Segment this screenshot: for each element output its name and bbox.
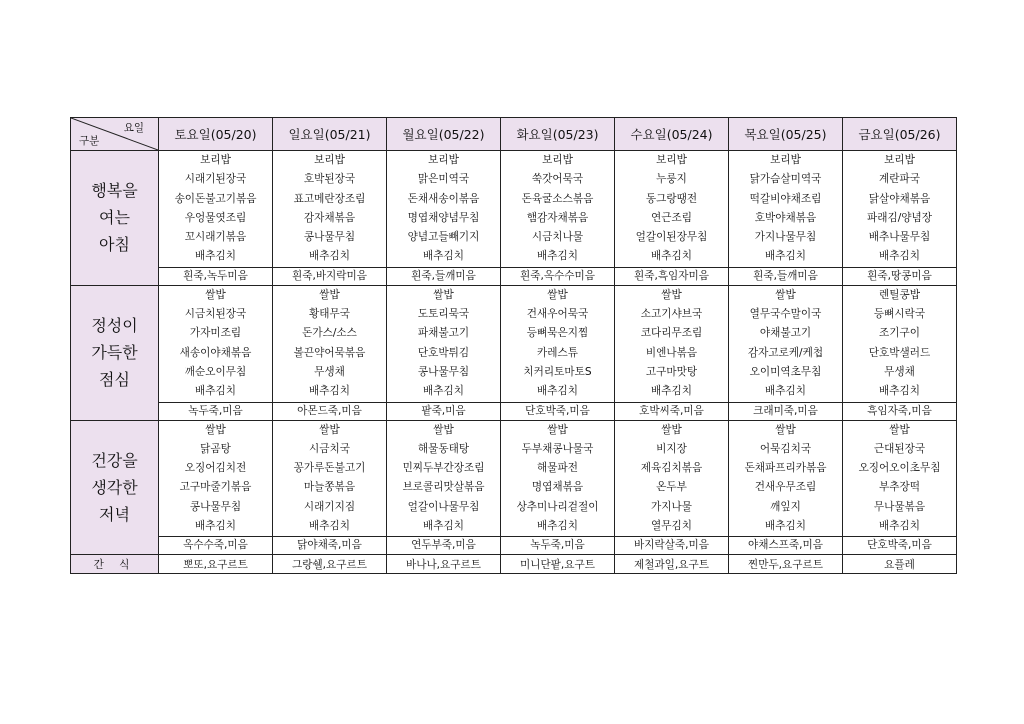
menu-item: 배추김치: [309, 520, 350, 533]
menu-item: 쌀밥: [205, 423, 226, 436]
menu-item: 닭살야채볶음: [868, 192, 931, 205]
menu-item: 우엉물엿조림: [184, 211, 247, 224]
porridge-cell: 흰죽,녹두미음: [159, 267, 273, 285]
menu-item: 고구마맛탕: [645, 365, 698, 378]
menu-cell: [159, 285, 273, 402]
menu-item: 해물파전: [537, 462, 578, 475]
snack-cell: 바나나,요구르트: [387, 555, 501, 574]
menu-item: 쌀밥: [547, 423, 568, 436]
menu-item: 어묵김치국: [759, 442, 812, 455]
meal-label-line: 점심: [99, 370, 130, 390]
menu-item: 부추장떡: [879, 481, 920, 494]
menu-item: 깨잎지: [770, 500, 801, 513]
porridge-cell: 야채스프죽,미음: [729, 537, 843, 555]
menu-item: 양념고들빼기지: [407, 231, 480, 244]
snack-cell: 제철과일,요구트: [615, 555, 729, 574]
breakfast-row: [71, 151, 957, 268]
porridge-cell: 크래미죽,미음: [729, 402, 843, 420]
menu-item: 쌀밥: [433, 288, 454, 301]
menu-item: 쌀밥: [319, 423, 340, 436]
menu-item: 배추김치: [765, 520, 806, 533]
day-header: 월요일(05/22): [387, 118, 501, 151]
dinner-row: [71, 420, 957, 537]
snack-cell: 미니단팥,요구트: [501, 555, 615, 574]
menu-item: 황태무국: [309, 308, 350, 321]
breakfast-porridge-row: [71, 267, 957, 285]
menu-item: 얼갈이나물무침: [407, 500, 480, 513]
menu-item: 등뼈묵은지찜: [526, 327, 589, 340]
menu-cell: [615, 420, 729, 537]
menu-item: 배추김치: [879, 250, 920, 263]
menu-item: 비지장: [656, 442, 687, 455]
menu-item: 쑥갓어묵국: [531, 173, 584, 186]
menu-item: 시금치나물: [531, 231, 584, 244]
corner-day-label: 요일: [123, 122, 144, 134]
menu-item: 카레스튜: [537, 346, 578, 359]
dinner-label: [71, 420, 159, 555]
porridge-cell: 흰죽,들깨미음: [387, 267, 501, 285]
menu-item: 쌀밥: [205, 288, 226, 301]
menu-item: 열무김치: [651, 520, 692, 533]
menu-item: 무생채: [884, 365, 915, 378]
menu-item: 도토리묵국: [417, 308, 470, 321]
menu-item: 보리밥: [428, 154, 459, 166]
menu-item: 가지나물: [651, 500, 692, 513]
snack-row: [71, 555, 957, 574]
menu-item: 시래기지짐: [303, 500, 356, 513]
menu-item: 배추나물무침: [868, 231, 931, 244]
day-header: 금요일(05/26): [843, 118, 957, 151]
menu-item: 보리밥: [884, 154, 915, 166]
menu-item: 열무국수말이국: [749, 308, 822, 321]
menu-item: 배추김치: [195, 385, 236, 398]
porridge-cell: 단호박죽,미음: [843, 537, 957, 555]
menu-item: 송이돈불고기볶음: [174, 192, 257, 205]
menu-item: 오이미역초무침: [749, 365, 822, 378]
menu-item: 쌀밥: [889, 423, 910, 436]
porridge-cell: 옥수수죽,미음: [159, 537, 273, 555]
menu-item: 보리밥: [542, 154, 573, 166]
menu-cell: [729, 285, 843, 402]
menu-item: 근대된장국: [873, 442, 926, 455]
meal-label-line: 저녁: [99, 504, 130, 524]
menu-item: 감자고로케/케첩: [747, 346, 824, 359]
menu-item: 배추김치: [423, 520, 464, 533]
menu-item: 마늘쫑볶음: [303, 481, 356, 494]
menu-item: 돈육굴소스볶음: [521, 192, 594, 205]
porridge-cell: 흰죽,바지락미음: [273, 267, 387, 285]
menu-item: 소고기샤브국: [640, 308, 703, 321]
dinner-porridge-row: [71, 537, 957, 555]
menu-item: 배추김치: [537, 385, 578, 398]
corner-cell: [71, 118, 159, 151]
menu-item: 깨순오이무침: [184, 365, 247, 378]
menu-item: 건새우무조림: [754, 481, 817, 494]
menu-cell: [387, 420, 501, 537]
day-header: 수요일(05/24): [615, 118, 729, 151]
porridge-cell: 바지락살죽,미음: [615, 537, 729, 555]
meal-label-line: 생각한: [91, 477, 138, 497]
menu-item: 콩나물무침: [189, 500, 242, 513]
corner-category-label: 구분: [79, 135, 100, 147]
menu-item: 배추김치: [537, 520, 578, 533]
menu-item: 야채불고기: [759, 327, 812, 340]
porridge-cell: 팥죽,미음: [387, 402, 501, 420]
meal-label-line: 건강을: [91, 450, 138, 470]
porridge-cell: 흰죽,들깨미음: [729, 267, 843, 285]
menu-item: 돈채파프리카볶음: [744, 462, 827, 475]
menu-item: 쌀밥: [775, 423, 796, 436]
menu-item: 보리밥: [200, 154, 231, 166]
day-header: 토요일(05/20): [159, 118, 273, 151]
porridge-cell: 호박씨죽,미음: [615, 402, 729, 420]
menu-item: 떡갈비야채조림: [749, 192, 822, 205]
menu-item: 배추김치: [765, 385, 806, 398]
menu-item: 연근조림: [651, 211, 692, 224]
menu-item: 배추김치: [195, 520, 236, 533]
menu-item: 브로콜리맛살볶음: [402, 481, 485, 494]
porridge-cell: 녹두죽,미음: [159, 402, 273, 420]
menu-item: 닭곰탕: [200, 442, 231, 455]
menu-item: 돈가스/소스: [302, 327, 357, 340]
menu-cell: [159, 420, 273, 537]
menu-item: 맑은미역국: [417, 173, 470, 186]
menu-item: 배추김치: [537, 250, 578, 263]
menu-item: 햄감자채볶음: [526, 211, 589, 224]
menu-item: 쌀밥: [547, 288, 568, 301]
porridge-cell: 흑임자죽,미음: [843, 402, 957, 420]
menu-item: 닭가슴살미역국: [749, 173, 822, 186]
menu-item: 누룽지: [656, 173, 687, 186]
porridge-cell: 닭야채죽,미음: [273, 537, 387, 555]
menu-item: 배추김치: [423, 250, 464, 263]
menu-item: 무나물볶음: [873, 500, 926, 513]
menu-cell: [387, 151, 501, 268]
menu-item: 건새우어묵국: [526, 308, 589, 321]
menu-cell: [501, 420, 615, 537]
lunch-row: [71, 285, 957, 402]
menu-item: 오징어오이초무침: [858, 462, 941, 475]
menu-item: 꽁가루돈불고기: [293, 462, 366, 475]
menu-item: 해물동태탕: [417, 442, 470, 455]
menu-item: 콩나물무침: [303, 231, 356, 244]
menu-cell: [615, 285, 729, 402]
menu-item: 감자채볶음: [303, 211, 356, 224]
menu-item: 가자미조림: [189, 327, 242, 340]
menu-item: 온두부: [656, 481, 687, 494]
menu-item: 단호박샐러드: [868, 346, 931, 359]
menu-item: 파채불고기: [417, 327, 470, 340]
menu-item: 보리밥: [656, 154, 687, 166]
menu-item: 두부채콩나물국: [521, 442, 594, 455]
meal-label-line: 행복을: [91, 181, 138, 201]
menu-item: 가지나물무침: [754, 231, 817, 244]
menu-cell: [501, 151, 615, 268]
menu-item: 얼갈이된장무침: [635, 231, 708, 244]
day-header: 화요일(05/23): [501, 118, 615, 151]
header-row: [71, 118, 957, 151]
menu-item: 배추김치: [423, 385, 464, 398]
menu-item: 고구마줄기볶음: [179, 481, 252, 494]
menu-item: 보리밥: [314, 154, 345, 166]
menu-item: 콩나물무침: [417, 365, 470, 378]
breakfast-label: [71, 151, 159, 286]
menu-item: 무생채: [314, 365, 345, 378]
meal-label-line: 아침: [99, 235, 130, 255]
menu-item: 배추김치: [309, 250, 350, 263]
weekly-menu-table: [70, 117, 957, 574]
menu-item: 쌀밥: [661, 288, 682, 301]
porridge-cell: 흰죽,옥수수미음: [501, 267, 615, 285]
snack-cell: 그랑쉘,요구르트: [273, 555, 387, 574]
menu-cell: [843, 285, 957, 402]
menu-cell: [273, 285, 387, 402]
menu-cell: [273, 151, 387, 268]
menu-item: 등뼈시락국: [873, 308, 926, 321]
menu-cell: [843, 151, 957, 268]
snack-cell: 뽀또,요구르트: [159, 555, 273, 574]
menu-item: 배추김치: [309, 385, 350, 398]
porridge-cell: 연두부죽,미음: [387, 537, 501, 555]
menu-item: 쌀밥: [319, 288, 340, 301]
menu-cell: [729, 151, 843, 268]
snack-cell: 요플레: [843, 555, 957, 574]
menu-item: 돈채새송이볶음: [407, 192, 480, 205]
menu-item: 표고메란장조림: [293, 192, 366, 205]
menu-item: 호박된장국: [303, 173, 356, 186]
menu-item: 배추김치: [651, 250, 692, 263]
menu-item: 파래김/양념장: [867, 211, 932, 224]
menu-item: 배추김치: [879, 385, 920, 398]
meal-label-line: 가득한: [91, 343, 138, 363]
day-header: 일요일(05/21): [273, 118, 387, 151]
menu-item: 치커리토마토S: [523, 365, 592, 378]
menu-item: 상추미나리겉절이: [516, 500, 599, 513]
menu-item: 쌀밥: [775, 288, 796, 301]
menu-item: 배추김치: [651, 385, 692, 398]
lunch-porridge-row: [71, 402, 957, 420]
meal-label-line: 여는: [99, 208, 130, 228]
menu-item: 새송이야채볶음: [179, 346, 252, 359]
menu-item: 민찌두부간장조림: [402, 462, 485, 475]
menu-item: 시금치된장국: [184, 308, 247, 321]
lunch-label: [71, 285, 159, 420]
menu-item: 볼끈약어묵볶음: [293, 346, 366, 359]
menu-item: 명엽채양념무침: [407, 211, 480, 224]
menu-item: 배추김치: [879, 520, 920, 533]
menu-item: 명엽채볶음: [531, 481, 584, 494]
porridge-cell: 흰죽,땅콩미음: [843, 267, 957, 285]
porridge-cell: 단호박죽,미음: [501, 402, 615, 420]
menu-item: 배추김치: [195, 250, 236, 263]
menu-cell: [273, 420, 387, 537]
menu-item: 쌀밥: [661, 423, 682, 436]
porridge-cell: 아몬드죽,미음: [273, 402, 387, 420]
menu-item: 동그랑땡전: [645, 192, 698, 205]
menu-cell: [159, 151, 273, 268]
menu-item: 비엔나볶음: [645, 346, 698, 359]
menu-item: 오징어김치전: [184, 462, 247, 475]
menu-item: 보리밥: [770, 154, 801, 166]
porridge-cell: 녹두죽,미음: [501, 537, 615, 555]
menu-item: 조기구이: [879, 327, 920, 340]
menu-item: 호박야채볶음: [754, 211, 817, 224]
menu-cell: [387, 285, 501, 402]
menu-cell: [615, 151, 729, 268]
menu-item: 계란파국: [879, 173, 920, 186]
menu-item: 꼬시래기볶음: [184, 231, 247, 244]
snack-cell: 찐만두,요구르트: [729, 555, 843, 574]
menu-cell: [729, 420, 843, 537]
meal-label-line: 정성이: [91, 316, 138, 336]
menu-item: 코다리무조림: [640, 327, 703, 340]
porridge-cell: 흰죽,흑임자미음: [615, 267, 729, 285]
menu-item: 단호박튀김: [417, 346, 470, 359]
menu-item: 쌀밥: [433, 423, 454, 436]
day-header: 목요일(05/25): [729, 118, 843, 151]
menu-item: 배추김치: [765, 250, 806, 263]
menu-item: 시금치국: [309, 442, 350, 455]
menu-cell: [843, 420, 957, 537]
menu-item: 렌틸콩밥: [879, 288, 920, 301]
snack-label: 간 식: [71, 555, 159, 574]
menu-item: 제육김치볶음: [640, 462, 703, 475]
menu-item: 시래기된장국: [184, 173, 247, 186]
menu-cell: [501, 285, 615, 402]
